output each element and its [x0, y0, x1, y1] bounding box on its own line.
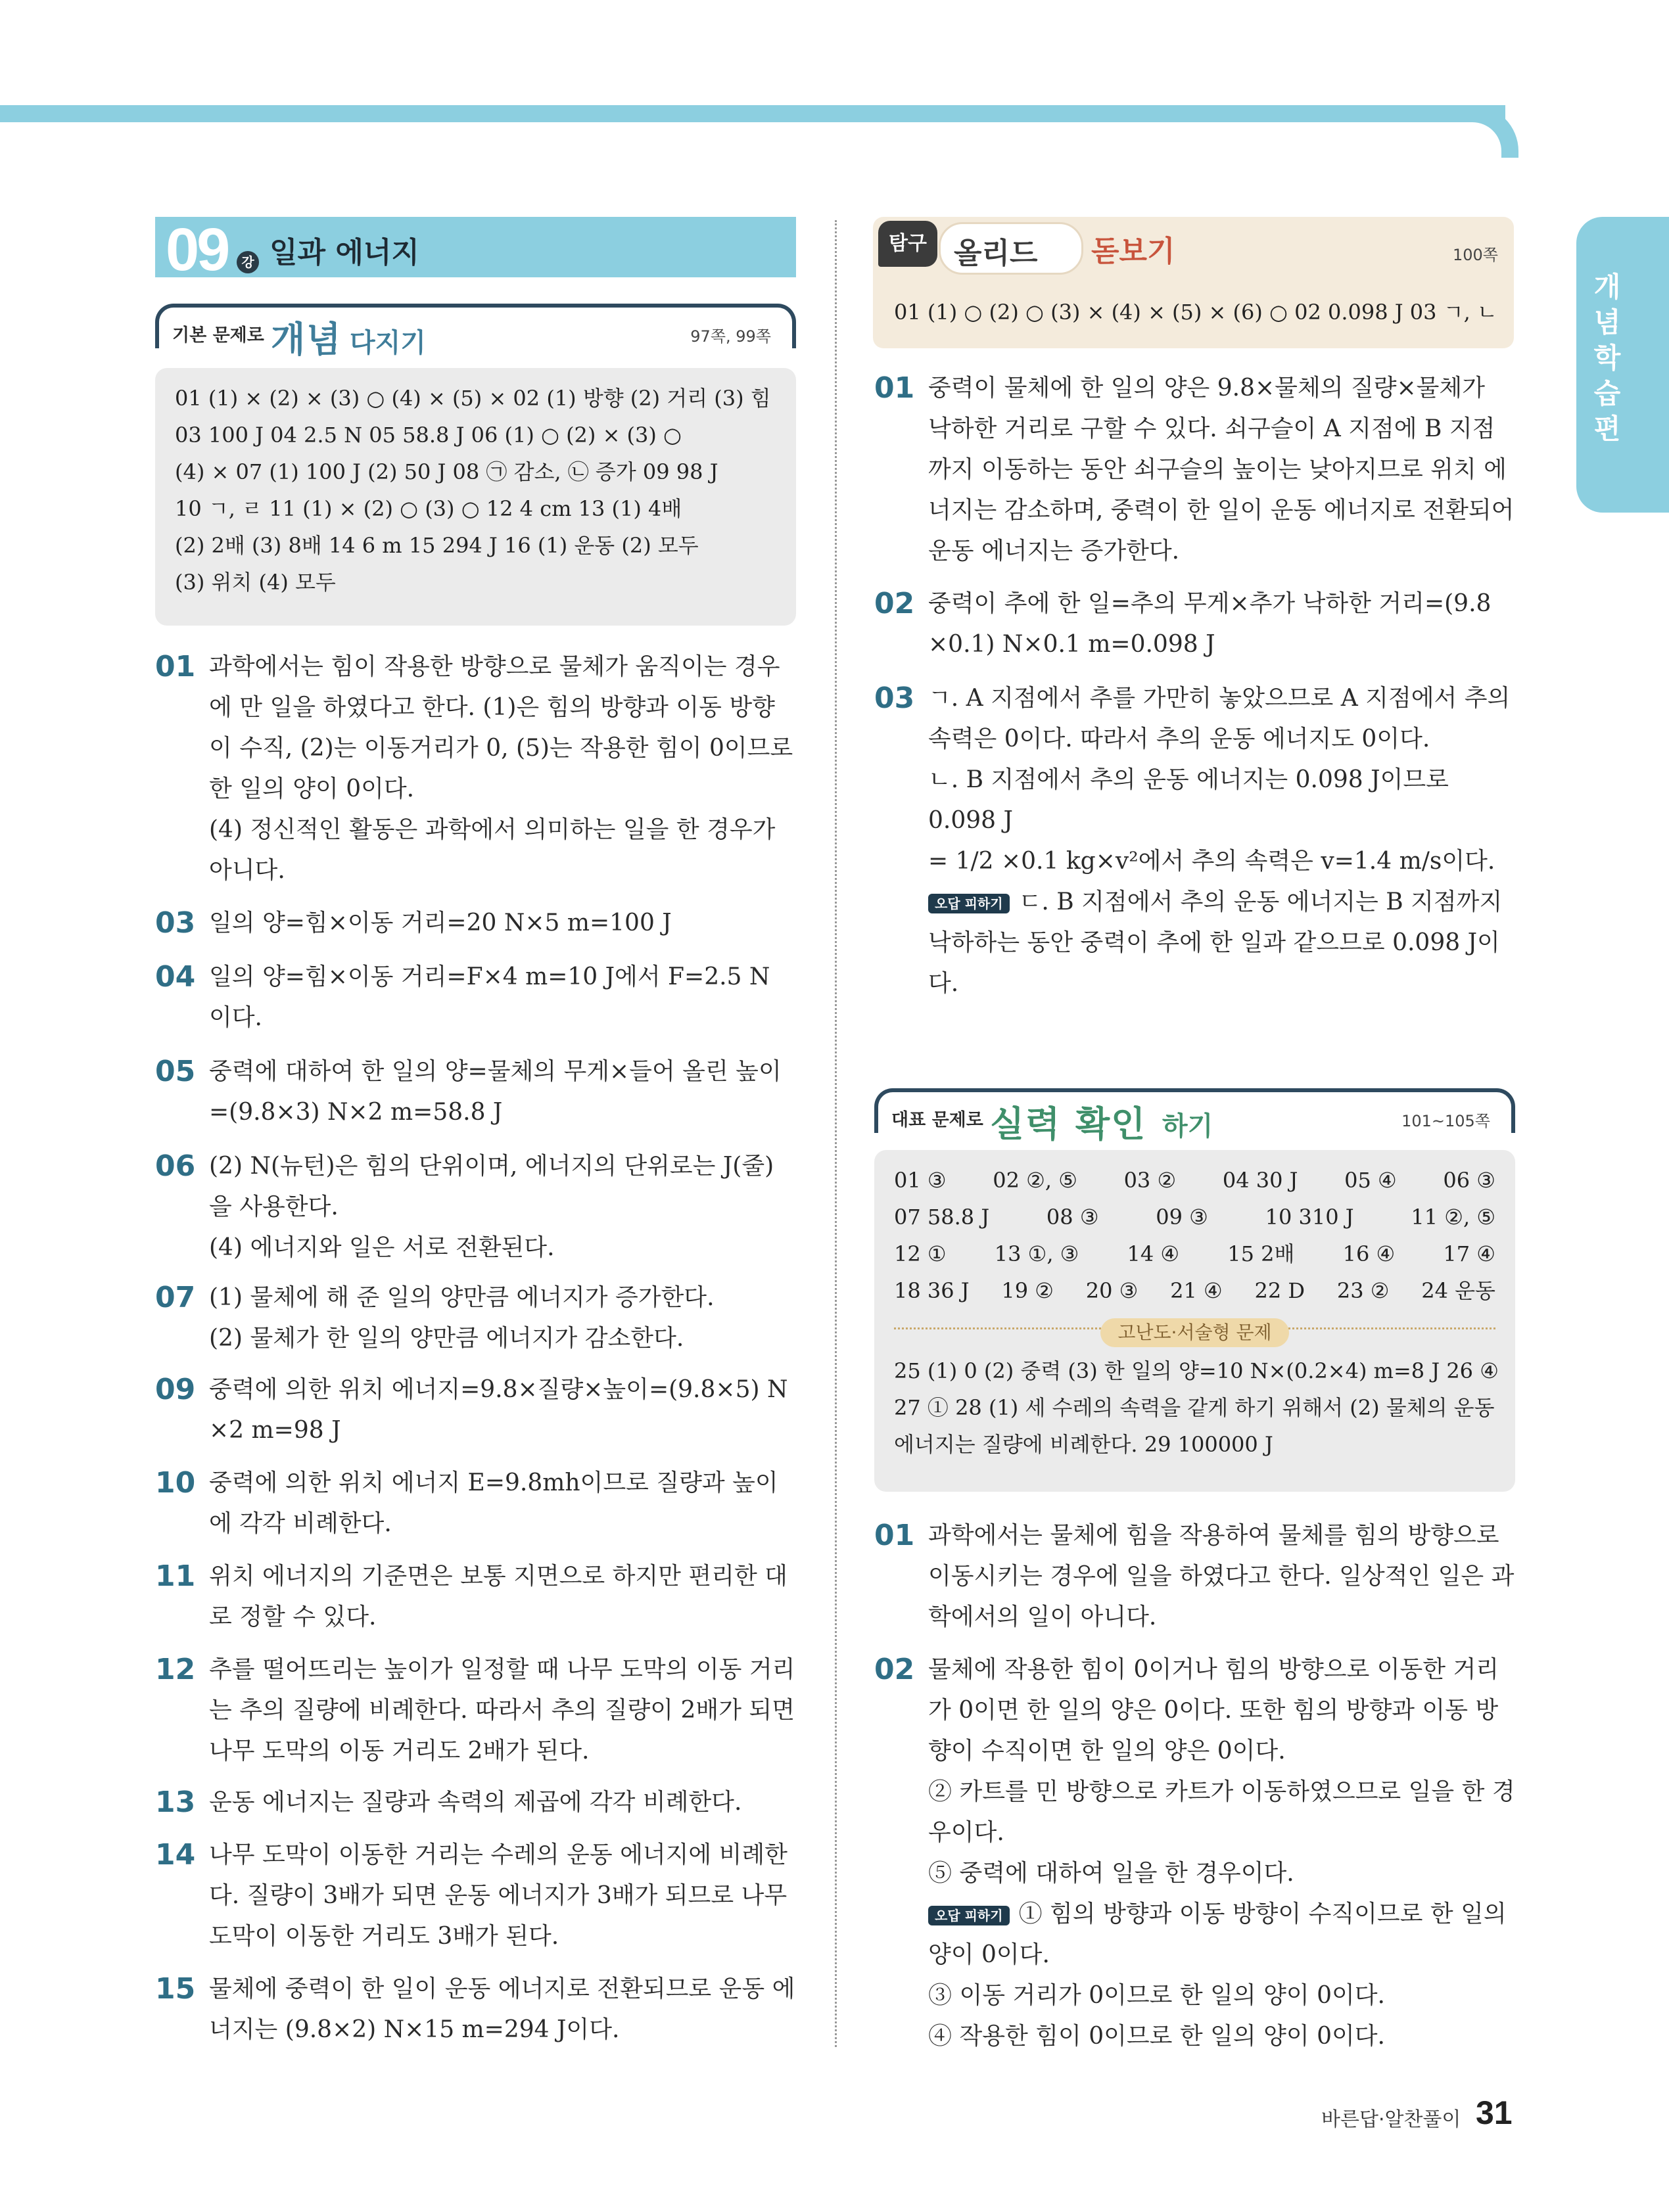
rep-answer: 14 ④ [1127, 1241, 1180, 1266]
rep-answer: 21 ④ [1170, 1278, 1223, 1303]
rep-answer: 06 ③ [1443, 1168, 1495, 1193]
rep-answer: 08 ③ [1046, 1205, 1099, 1230]
rep-box-deco-3: 하기 [1162, 1111, 1213, 1141]
rep-answer: 16 ④ [1342, 1241, 1396, 1266]
tamgu-item [874, 368, 1515, 572]
rep-answer: 20 ③ [1085, 1278, 1139, 1303]
explanation-item [155, 1278, 796, 1359]
tamgu-item [874, 584, 1515, 665]
rep-box-deco-1: 실력 [990, 1103, 1062, 1145]
item-number: 13 [155, 1786, 196, 1819]
hard-problem-band [894, 1313, 1495, 1350]
item-text: 중력에 의한 위치 에너지=9.8×질량×높이=(9.8×5) N ×2 m=98 J [209, 1376, 788, 1444]
rep-item [874, 1515, 1515, 1638]
item-number: 02 [874, 1653, 915, 1686]
item-number: 01 [874, 371, 915, 405]
explanation-item [155, 903, 796, 944]
explanation-item [155, 1556, 796, 1638]
item-text: 일의 양=힘×이동 거리=F×4 m=10 J에서 F=2.5 N 이다. [209, 963, 770, 1031]
item-number: 03 [155, 906, 196, 940]
rep-answer: 03 ② [1123, 1168, 1177, 1193]
basic-box-pages: 97쪽, 99쪽 [690, 327, 771, 346]
item-text: ④ 작용한 힘이 0이므로 한 일의 양이 0이다. [928, 2023, 1385, 2050]
tamgu-item [874, 678, 1515, 1004]
tamgu-answers: 01 (1) ○ (2) ○ (3) × (4) × (5) × (6) ○ 02 0.098 J 03 ㄱ, ㄴ [894, 300, 1497, 325]
hard-problem-label: 고난도·서술형 문제 [1100, 1318, 1288, 1347]
explanation-item [155, 1969, 796, 2050]
item-text: ㄷ. B 지점에서 추의 운동 에너지는 B 지점까지 낙하하는 동안 중력이 추에 한 일과 같으므로 0.098 J이다. [928, 888, 1503, 997]
item-number: 05 [155, 1055, 196, 1088]
wrong-answer-tag: 오답 피하기 [928, 1906, 1010, 1925]
item-text: 중력이 추에 한 일=추의 무게×추가 낙하한 거리=(9.8 ×0.1) N×0.1 m=0.098 J [928, 590, 1492, 658]
rep-answer: 01 ③ [894, 1168, 947, 1193]
item-text: ㄱ. A 지점에서 추를 가만히 놓았으므로 A 지점에서 추의 속력은 0이다. 따라서 추의 운동 에너지도 0이다. [928, 685, 1511, 752]
item-number: 03 [874, 681, 915, 715]
rep-answer-row [894, 1199, 1495, 1235]
page-number: 31 [1476, 2094, 1513, 2131]
item-number: 04 [155, 960, 196, 994]
tamgu-title-a: 올리드 [954, 237, 1038, 270]
section-gang-badge: 강 [237, 251, 259, 273]
item-number: 15 [155, 1972, 196, 2006]
item-text: 중력에 의한 위치 에너지 E=9.8mh이므로 질량과 높이에 각각 비례한다. [209, 1469, 778, 1537]
item-text: (2) 물체가 한 일의 양만큼 에너지가 감소한다. [209, 1325, 684, 1352]
rep-answer: 02 ②, ⑤ [993, 1168, 1077, 1193]
explanation-item [155, 1835, 796, 1957]
rep-answer: 09 ③ [1156, 1205, 1208, 1230]
basic-box-label: 기본 문제로 [172, 325, 264, 346]
item-text: ② 카트를 민 방향으로 카트가 이동하였으므로 일을 한 경우이다. [928, 1778, 1515, 1846]
explanation-item [155, 1370, 796, 1451]
rep-answer: 19 ② [1001, 1278, 1054, 1303]
rep-answer: 18 36 J [894, 1278, 970, 1303]
item-text: ③ 이동 거리가 0이므로 한 일의 양이 0이다. [928, 1982, 1385, 2009]
rep-answer: 22 D [1254, 1278, 1305, 1303]
basic-answer-line: 01 (1) × (2) × (3) ○ (4) × (5) × 02 (1) 방향 (2) 거리 (3) 힘 [175, 386, 771, 411]
basic-answer-line: (2) 2배 (3) 8배 14 6 m 15 294 J 16 (1) 운동 (2) 모두 [175, 533, 699, 558]
item-text: 물체에 중력이 한 일이 운동 에너지로 전환되므로 운동 에너지는 (9.8×2) N×15 m=294 J이다. [209, 1975, 795, 2043]
basic-answer-box [155, 368, 796, 626]
explanation-item [155, 647, 796, 891]
basic-box-header [155, 304, 796, 360]
rep-item [874, 1649, 1515, 2057]
tamgu-pages: 100쪽 [1453, 246, 1498, 264]
rep-answer-row [894, 1235, 1495, 1272]
rep-answer: 10 310 J [1265, 1205, 1354, 1230]
rep-answer: 07 58.8 J [894, 1205, 990, 1230]
column-divider [835, 220, 837, 2047]
item-text: 과학에서는 물체에 힘을 작용하여 물체를 힘의 방향으로 이동시키는 경우에 일을 하였다고 한다. 일상적인 일은 과학에서의 일이 아니다. [928, 1522, 1515, 1630]
rep-answer: 17 ④ [1443, 1241, 1495, 1266]
explanation-item [155, 1146, 796, 1268]
item-text: (1) 물체에 해 준 일의 양만큼 에너지가 증가한다. [209, 1284, 715, 1311]
item-text: 물체에 작용한 힘이 0이거나 힘의 방향으로 이동한 거리가 0이면 한 일의 양은 0이다. 또한 힘의 방향과 이동 방향이 수직이면 한 일의 양은 0이다. [928, 1656, 1499, 1764]
rep-answer: 12 ① [894, 1241, 947, 1266]
item-number: 14 [155, 1838, 196, 1872]
side-tab-label: 개념학습편 [1593, 271, 1621, 445]
item-text: (4) 정신적인 활동은 과학에서 의미하는 일을 한 경우가 아니다. [209, 816, 776, 884]
basic-answer-line: (3) 위치 (4) 모두 [175, 570, 336, 595]
item-number: 02 [874, 587, 915, 620]
basic-box-deco-1: 개념 [271, 319, 342, 360]
rep-answer-row [894, 1272, 1495, 1309]
tamgu-title-b: 돋보기 [1091, 235, 1175, 268]
explanation-item [155, 1782, 796, 1823]
rep-extra-line: 에너지는 질량에 비례한다. 29 100000 J [894, 1432, 1273, 1457]
rep-answer: 04 30 J [1222, 1168, 1298, 1193]
explanation-item [155, 1051, 796, 1133]
basic-answer-line: (4) × 07 (1) 100 J (2) 50 J 08 ㉠ 감소, ㉡ 증가 09 98 J [175, 459, 718, 484]
item-text: ① 힘의 방향과 이동 방향이 수직이므로 한 일의 양이 0이다. [928, 1901, 1507, 1968]
rep-extra-line: 25 (1) 0 (2) 중력 (3) 한 일의 양=10 N×(0.2×4) m=8 J 26 ④ [894, 1358, 1499, 1383]
rep-answer: 11 ②, ⑤ [1411, 1205, 1495, 1230]
item-number: 10 [155, 1466, 196, 1500]
item-text: 위치 에너지의 기준면은 보통 지면으로 하지만 편리한 대로 정할 수 있다. [209, 1563, 787, 1630]
rep-box-deco-2: 확인 [1075, 1103, 1147, 1145]
rep-answer: 13 ①, ③ [994, 1241, 1079, 1266]
explanation-item [155, 1649, 796, 1772]
item-text: ㄴ. B 지점에서 추의 운동 에너지는 0.098 J이므로 0.098 J [928, 766, 1449, 834]
item-text: 일의 양=힘×이동 거리=20 N×5 m=100 J [209, 910, 672, 936]
item-text: 중력에 대하여 한 일의 양=물체의 무게×들어 올린 높이 =(9.8×3) N×2 m=58.8 J [209, 1058, 782, 1126]
item-number: 07 [155, 1281, 196, 1314]
item-number: 06 [155, 1149, 196, 1183]
rep-answer-row [894, 1162, 1495, 1199]
rep-box-header [874, 1088, 1515, 1145]
basic-box-deco-2: 다지기 [350, 328, 426, 358]
section-title: 일과 에너지 [270, 236, 419, 269]
rep-box-label: 대표 문제로 [891, 1110, 983, 1130]
item-text: ⑤ 중력에 대하여 일을 한 경우이다. [928, 1860, 1294, 1887]
explanation-item [155, 957, 796, 1038]
item-text: 운동 에너지는 질량과 속력의 제곱에 각각 비례한다. [209, 1789, 742, 1816]
basic-answer-line: 10 ㄱ, ㄹ 11 (1) × (2) ○ (3) ○ 12 4 cm 13 (1) 4배 [175, 496, 682, 521]
item-text: = 1/2 ×0.1 kg×v²에서 추의 속력은 v=1.4 m/s이다. [928, 848, 1495, 875]
item-text: (4) 에너지와 일은 서로 전환된다. [209, 1234, 555, 1261]
item-text: (2) N(뉴턴)은 힘의 단위이며, 에너지의 단위로는 J(줄)을 사용한다. [209, 1153, 774, 1220]
rep-answer: 05 ④ [1344, 1168, 1397, 1193]
item-text: 추를 떨어뜨리는 높이가 일정할 때 나무 도막의 이동 거리는 추의 질량에 비례한다. 따라서 추의 질량이 2배가 되면 나무 도막의 이동 거리도 2배가 된다. [209, 1656, 795, 1764]
item-number: 01 [155, 650, 196, 683]
tamgu-badge: 탐구 [878, 221, 937, 267]
item-number: 11 [155, 1559, 196, 1593]
explanation-item [155, 1463, 796, 1544]
rep-box-pages: 101~105쪽 [1401, 1112, 1490, 1130]
rep-answer: 24 운동 [1421, 1278, 1495, 1303]
item-text: 나무 도막이 이동한 거리는 수레의 운동 에너지에 비례한다. 질량이 3배가 되면 운동 에너지가 3배가 되므로 나무 도막이 이동한 거리도 3배가 된다. [209, 1841, 787, 1950]
section-number: 09 [166, 216, 228, 283]
top-decor-bar [0, 105, 1505, 122]
item-number: 01 [874, 1519, 915, 1552]
rep-extra-line: 27 ① 28 (1) 세 수레의 속력을 같게 하기 위해서 (2) 물체의 운동 [894, 1395, 1495, 1420]
rep-answer-box [874, 1150, 1515, 1492]
item-text: 과학에서는 힘이 작용한 방향으로 물체가 움직이는 경우에 만 일을 하였다고 한다. (1)은 힘의 방향과 이동 방향이 수직, (2)는 이동거리가 0, (5)는 작용한 힘이 0이므로 한 일의 양이 0이다. [209, 653, 793, 802]
basic-answer-line: 03 100 J 04 2.5 N 05 58.8 J 06 (1) ○ (2) × (3) ○ [175, 423, 682, 448]
rep-answer: 15 2배 [1227, 1241, 1295, 1266]
footer-label: 바른답·알찬풀이 [1321, 2108, 1461, 2131]
item-number: 09 [155, 1373, 196, 1406]
item-number: 12 [155, 1653, 196, 1686]
top-decor-curve [1446, 105, 1518, 158]
wrong-answer-tag: 오답 피하기 [928, 894, 1010, 913]
rep-answer: 23 ② [1336, 1278, 1390, 1303]
item-text: 중력이 물체에 한 일의 양은 9.8×물체의 질량×물체가 낙하한 거리로 구할 수 있다. 쇠구슬이 A 지점에 B 지점까지 이동하는 동안 쇠구슬의 높이는 낮아지므로 위치 에너지는 감소하며, 중력이 한 일이 운동 에너지로 전환되어 운동 에너지는 증가한다. [928, 375, 1515, 565]
tamgu-title [939, 222, 1083, 275]
